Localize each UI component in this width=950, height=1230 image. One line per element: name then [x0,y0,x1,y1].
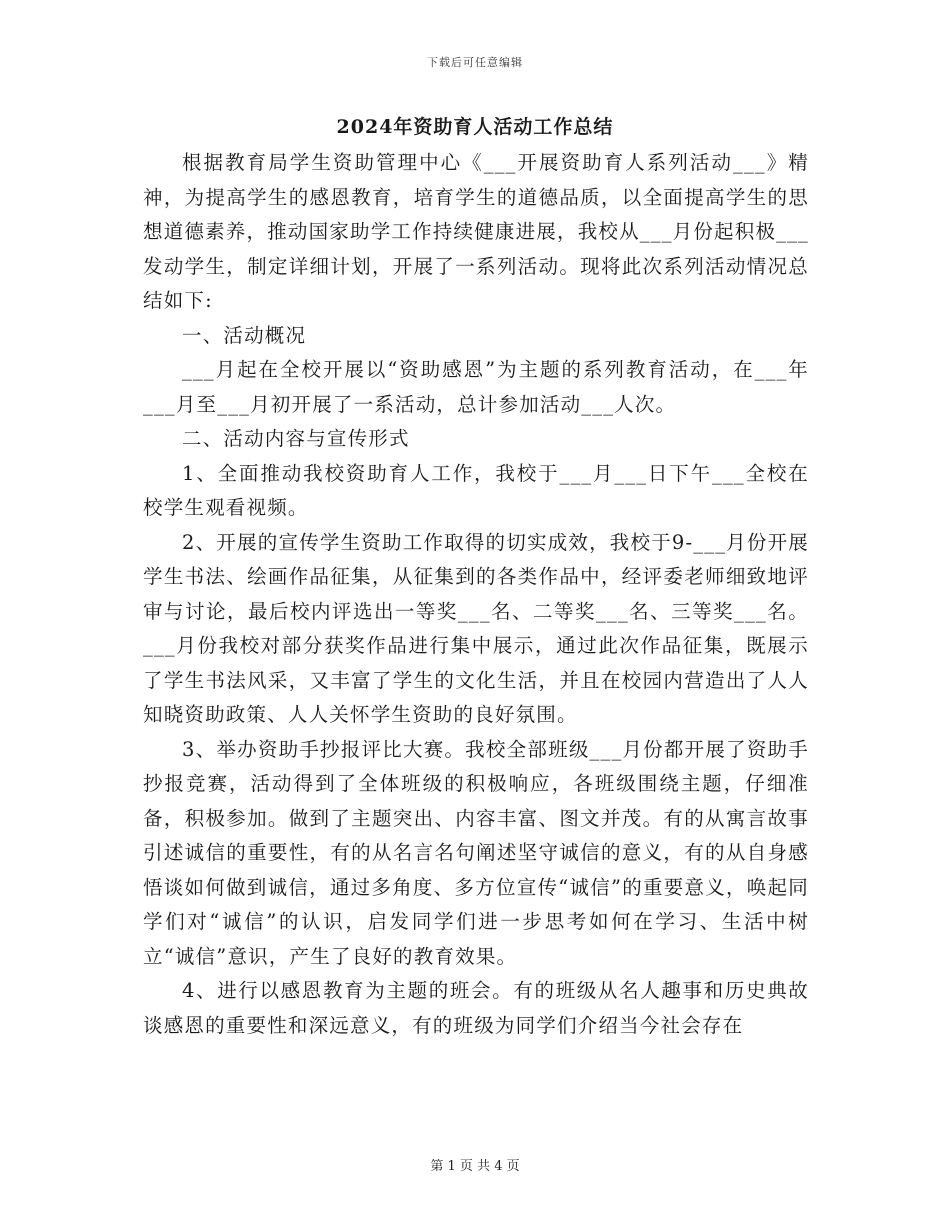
paragraph-item-2: 2、开展的宣传学生资助工作取得的切实成效，我校于9-___月份开展学生书法、绘画作品征集，从征集到的各类作品中，经评委老师细致地评审与讨论，最后校内评选出一等奖___名、二等奖___名、三等奖___名。___月份我校对部分获奖作品进行集中展示，通过此次作品征集，既展示了学生书法风采，又丰富了学生的文化生活，并且在校园内营造出了人人知晓资助政策、人人关怀学生资助的良好氛围。 [143,530,809,726]
document-title: 2024年资助育人活动工作总结 [336,116,614,138]
document-body [143,146,809,1043]
paragraph-intro: 根据教育局学生资助管理中心《___开展资助育人系列活动___》精神，为提高学生的感恩教育，培育学生的道德品质，以全面提高学生的思想道德素养，推动国家助学工作持续健康进展，我校从___月份起积极___发动学生，制定详细计划，开展了一系列活动。现将此次系列活动情况总结如下: [143,151,810,312]
paragraph-item-4: 4、进行以感恩教育为主题的班会。有的班级从名人趣事和历史典故谈感恩的重要性和深远意义，有的班级为同学们介绍当今社会存在 [143,979,809,1037]
paragraph-overview: ___月起在全校开展以“资助感恩”为主题的系列教育活动，在___年___月至___月初开展了一系活动，总计参加活动___人次。 [143,358,809,416]
section-heading-overview: 一、活动概况 [182,323,307,347]
paragraph-item-1: 1、全面推动我校资助育人工作，我校于___月___日下午___全校在校学生观看视频。 [143,461,809,519]
page-number: 第 1 页 共 4 页 [430,1159,520,1174]
section-heading-content: 二、活动内容与宣传形式 [182,427,410,450]
paragraph-item-3: 3、举办资助手抄报评比大赛。我校全部班级___月份都开展了资助手抄报竞赛，活动得到了全体班级的积极响应，各班级围绕主题，仔细准备，积极参加。做到了主题突出、内容丰富、图文并茂。有的从寓言故事引述诚信的重要性，有的从名言名句阐述坚守诚信的意义，有的从自身感悟谈如何做到诚信，通过多角度、多方位宣传“诚信”的重要意义，唤起同学们对“诚信”的认识，启发同学们进一步思考如何在学习、生活中树立“诚信”意识，产生了良好的教育效果。 [143,737,809,968]
header-note: 下载后可任意编辑 [427,56,523,69]
